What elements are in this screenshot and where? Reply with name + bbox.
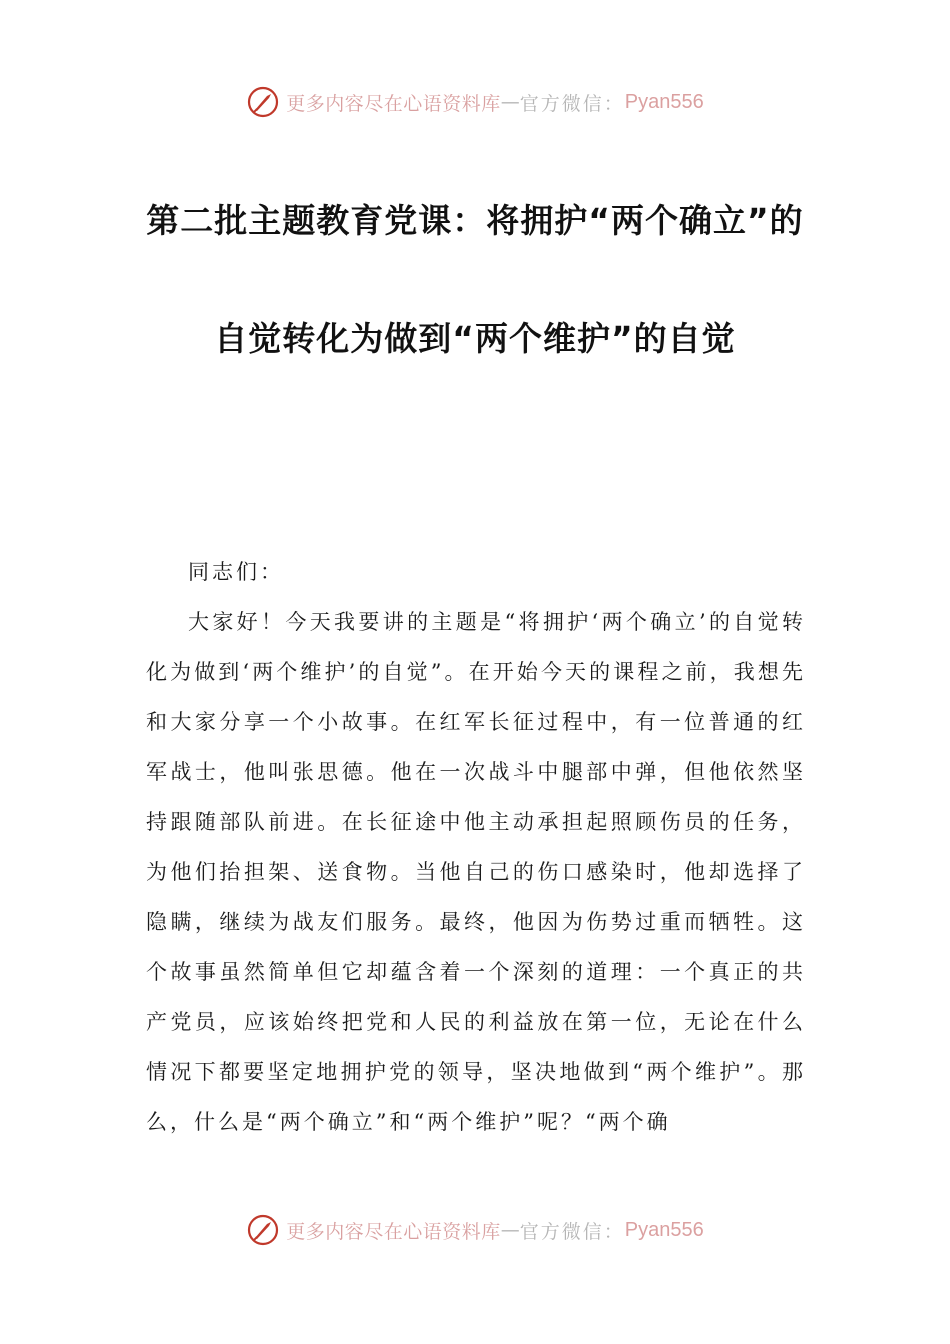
- header-banner: [0, 82, 950, 122]
- document-title: 第二批主题教育党课：将拥护“两个确立”的自觉转化为做到“两个维护”的自觉: [146, 201, 804, 358]
- footer-banner: [0, 1210, 950, 1250]
- banner-wechat-label: 官方微信：: [519, 92, 625, 115]
- banner-wechat-id: Pyan556: [624, 1218, 704, 1241]
- banner-site-text: 更多内容尽在心语资料库: [286, 92, 501, 115]
- banner-wechat-label: 官方微信：: [519, 1220, 625, 1243]
- banner-dash: —: [500, 91, 520, 113]
- salutation: 同志们：: [188, 560, 284, 584]
- document-body: [146, 547, 806, 1147]
- paragraph: 大家好！今天我要讲的主题是“将拥护‘两个确立’的自觉转化为做到‘两个维护’的自觉”。在开始今天的课程之前，我想先和大家分享一个小故事。在红军长征过程中，有一位普通的红军战士，他叫张思德。他在一次战斗中腿部中弹，但他依然坚持跟随部队前进。在长征途中他主动承担起照顾伤员的任务，为他们抬担架、送食物。当他自己的伤口感染时，他却选择了隐瞒，继续为战友们服务。最终，他因为伤势过重而牺牲。这个故事虽然简单但它却蕴含着一个深刻的道理：一个真正的共产党员，应该始终把党和人民的利益放在第一位，无论在什么情况下都要坚定地拥护党的领导，坚决地做到“两个维护”。那么，什么是“两个确立”和“两个维护”呢？“两个确: [146, 610, 806, 1134]
- banner-dash: —: [500, 1219, 520, 1241]
- banner-site-text: 更多内容尽在心语资料库: [286, 1220, 501, 1243]
- quill-pen-icon: [246, 85, 280, 119]
- quill-pen-icon: [246, 1213, 280, 1247]
- banner-wechat-id: Pyan556: [624, 90, 704, 113]
